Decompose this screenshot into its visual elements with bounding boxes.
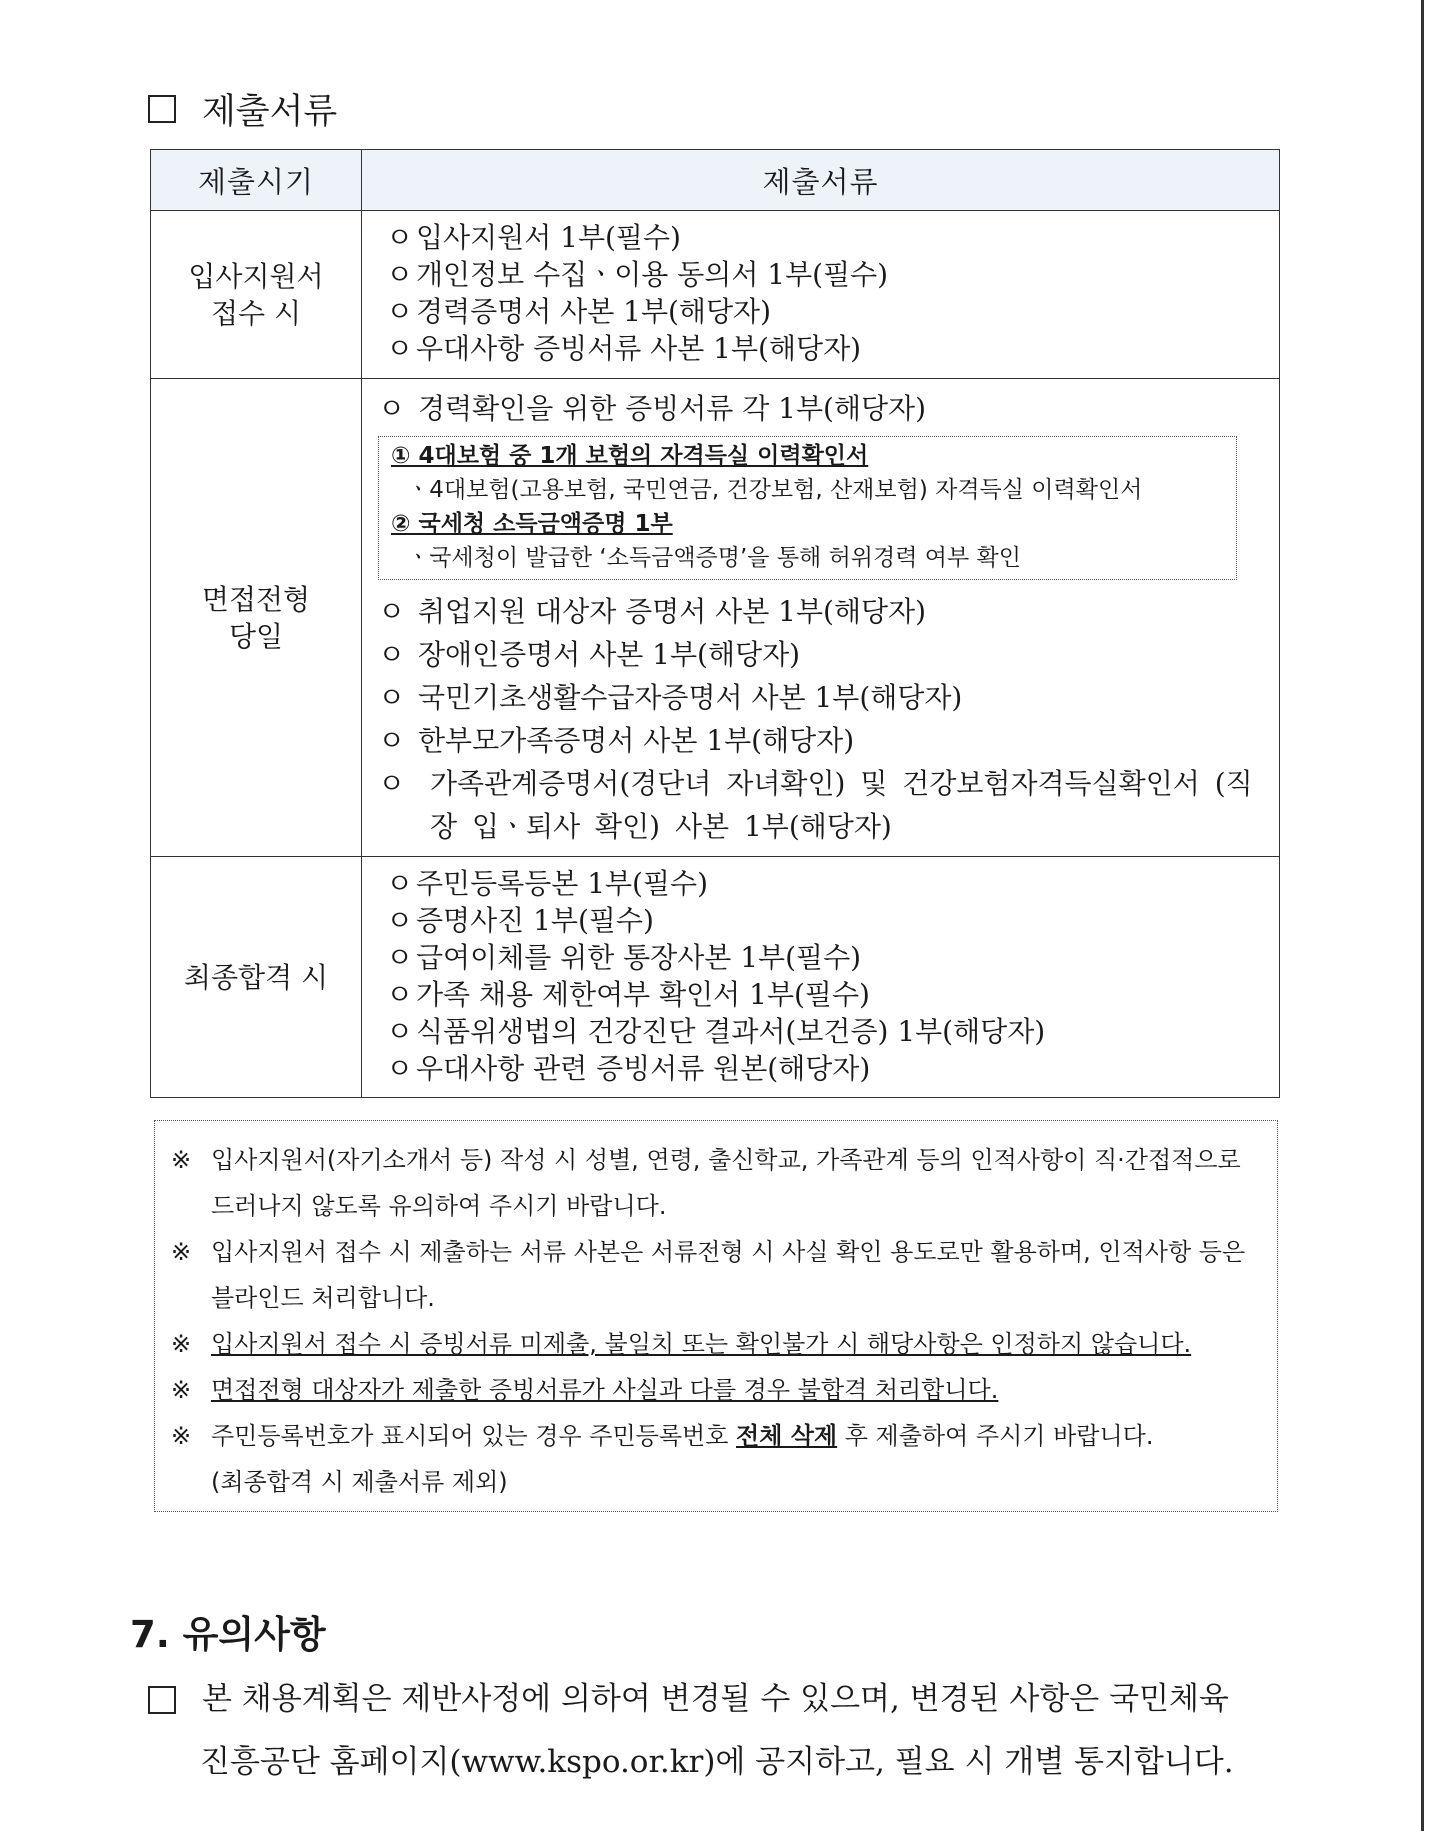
paragraph-line: 본 채용계획은 제반사정에 의하여 변경될 수 있으며, 변경된 사항은 국민체육 — [202, 1681, 1229, 1717]
note-text: 입사지원서(자기소개서 등) 작성 시 성별, 연령, 출신학교, 가족관계 등의 인적사항이 직·간접적으로 드러나지 않도록 유의하여 주시기 바랍니다. — [211, 1146, 1241, 1220]
item-text: 가족관계증명서(경단녀 자녀확인) 및 건강보험자격득실확인서 (직장 입ㆍ퇴사 확인) 사본 1부(해당자) — [430, 767, 1253, 843]
list-item — [386, 902, 1265, 939]
reference-mark-icon: ※ — [171, 1330, 192, 1358]
bullet-icon: ㅇ — [386, 258, 414, 291]
bullet-icon: ㅇ — [386, 978, 414, 1011]
section-heading — [148, 84, 337, 134]
note-text: 입사지원서 접수 시 제출하는 서류 사본은 서류전형 시 사실 확인 용도로만 활용하며, 인적사항 등은 블라인드 처리합니다. — [211, 1238, 1246, 1312]
note-item — [171, 1367, 1255, 1413]
bullet-icon: ㅇ — [378, 392, 406, 425]
bullet-icon: ㅇ — [386, 1015, 414, 1048]
note-subtext: (최종합격 시 제출서류 제외) — [211, 1468, 508, 1496]
item-text: 우대사항 관련 증빙서류 원본(해당자) — [416, 1052, 871, 1085]
page-edge-rule — [1421, 0, 1424, 1831]
list-item — [378, 762, 1265, 848]
evidence-detail: ㆍ4대보험(고용보험, 국민연금, 건강보험, 산재보험) 자격득실 이력확인서 — [407, 477, 1143, 503]
section-7-title: 7. 유의사항 — [130, 1613, 326, 1656]
when-cell — [151, 857, 362, 1098]
submission-documents-table — [150, 149, 1280, 1098]
note-text-part: 주민등록번호가 표시되어 있는 경우 주민등록번호 — [211, 1422, 737, 1450]
evidence-heading: ② 국세청 소득금액증명 1부 — [391, 511, 673, 537]
note-text: 면접전형 대상자가 제출한 증빙서류가 사실과 다를 경우 불합격 처리합니다. — [211, 1376, 999, 1404]
list-item — [386, 1013, 1265, 1050]
note-text-part: 후 제출하여 주시기 바랍니다. — [837, 1422, 1154, 1450]
reference-mark-icon: ※ — [171, 1238, 192, 1266]
section-7-paragraph — [148, 1668, 1288, 1794]
paragraph-line: 진흥공단 홈페이지(www.kspo.or.kr)에 공지하고, 필요 시 개별 통지합니다. — [200, 1744, 1234, 1780]
note-item — [171, 1229, 1255, 1321]
note-text — [211, 1413, 1255, 1505]
note-item — [171, 1413, 1255, 1505]
list-item — [378, 719, 1265, 762]
list-item — [386, 939, 1265, 976]
list-item — [386, 330, 1265, 367]
when-line: 면접전형 — [201, 582, 311, 616]
item-text: 경력증명서 사본 1부(해당자) — [416, 295, 771, 328]
item-text: 개인정보 수집ㆍ이용 동의서 1부(필수) — [416, 258, 889, 291]
bullet-icon: ㅇ — [386, 332, 414, 365]
item-text: 장애인증명서 사본 1부(해당자) — [418, 638, 801, 671]
list-item — [378, 633, 1265, 676]
bullet-icon: ㅇ — [386, 295, 414, 328]
list-item — [386, 293, 1265, 330]
documents-cell — [362, 211, 1280, 379]
table-row-interview — [151, 379, 1280, 857]
reference-mark-icon: ※ — [171, 1422, 192, 1450]
list-item — [386, 256, 1265, 293]
list-item — [378, 676, 1265, 719]
when-line: 최종합격 시 — [183, 960, 329, 994]
evidence-detail: ㆍ국세청이 발급한 ‘소득금액증명’을 통해 허위경력 여부 확인 — [407, 545, 1021, 571]
list-item — [386, 219, 1265, 256]
bullet-icon: ㅇ — [386, 904, 414, 937]
evidence-heading: ① 4대보험 중 1개 보험의 자격득실 이력확인서 — [391, 443, 869, 469]
table-header-row — [151, 150, 1280, 211]
note-item — [171, 1137, 1255, 1229]
when-line: 접수 시 — [210, 296, 302, 330]
item-text: 국민기초생활수급자증명서 사본 1부(해당자) — [418, 681, 963, 714]
evidence-box — [378, 436, 1237, 580]
reference-mark-icon: ※ — [171, 1146, 192, 1174]
item-text: 한부모가족증명서 사본 1부(해당자) — [418, 724, 855, 757]
checkbox-square-icon — [148, 1686, 176, 1714]
bullet-icon: ㅇ — [386, 867, 414, 900]
list-item — [378, 387, 1265, 430]
bullet-icon: ㅇ — [386, 1052, 414, 1085]
list-item — [386, 976, 1265, 1013]
list-item — [386, 1050, 1265, 1087]
when-line: 입사지원서 — [188, 259, 324, 293]
bullet-icon: ㅇ — [378, 638, 406, 671]
item-text: 취업지원 대상자 증명서 사본 1부(해당자) — [418, 595, 927, 628]
list-item — [386, 865, 1265, 902]
table-row-application — [151, 211, 1280, 379]
when-cell — [151, 211, 362, 379]
item-text: 증명사진 1부(필수) — [416, 904, 654, 937]
bullet-icon: ㅇ — [378, 767, 406, 800]
item-text: 가족 채용 제한여부 확인서 1부(필수) — [416, 978, 870, 1011]
when-cell — [151, 379, 362, 857]
bullet-icon: ㅇ — [378, 724, 406, 757]
header-when: 제출시기 — [151, 150, 362, 211]
when-line: 당일 — [228, 619, 284, 653]
bullet-icon: ㅇ — [386, 941, 414, 974]
item-text: 급여이체를 위한 통장사본 1부(필수) — [416, 941, 862, 974]
item-text: 경력확인을 위한 증빙서류 각 1부(해당자) — [418, 392, 927, 425]
item-text: 우대사항 증빙서류 사본 1부(해당자) — [416, 332, 862, 365]
note-item — [171, 1321, 1255, 1367]
item-text: 입사지원서 1부(필수) — [416, 221, 681, 254]
documents-cell — [362, 857, 1280, 1098]
documents-cell — [362, 379, 1280, 857]
bullet-icon: ㅇ — [386, 221, 414, 254]
bullet-icon: ㅇ — [378, 681, 406, 714]
section-heading-text: 제출서류 — [202, 92, 338, 132]
list-item — [378, 590, 1265, 633]
notes-box — [154, 1120, 1278, 1512]
note-emphasis: 전체 삭제 — [736, 1422, 838, 1450]
bullet-icon: ㅇ — [378, 595, 406, 628]
checkbox-square-icon — [148, 95, 176, 123]
note-text: 입사지원서 접수 시 증빙서류 미제출, 불일치 또는 확인불가 시 해당사항은 인정하지 않습니다. — [211, 1330, 1192, 1358]
item-text: 식품위생법의 건강진단 결과서(보건증) 1부(해당자) — [416, 1015, 1046, 1048]
header-documents: 제출서류 — [362, 150, 1280, 211]
table-row-final — [151, 857, 1280, 1098]
item-text: 주민등록등본 1부(필수) — [416, 867, 708, 900]
reference-mark-icon: ※ — [171, 1376, 192, 1404]
